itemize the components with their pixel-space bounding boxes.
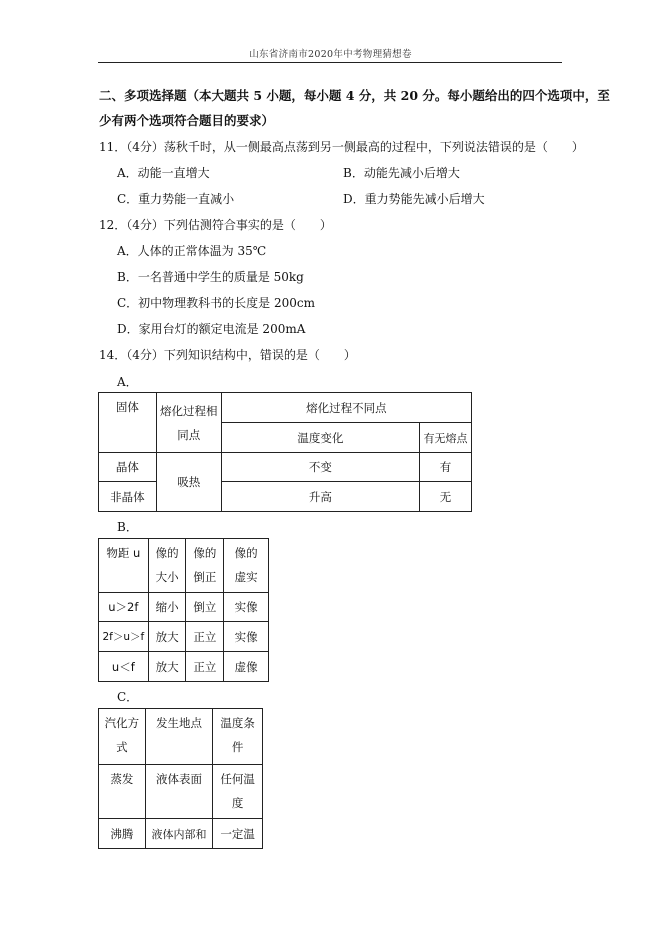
- q11-option-b: B．动能先减小后增大: [343, 166, 460, 180]
- table-b-cell: 2f＞u＞f: [99, 622, 149, 652]
- table-a-noncrystal: 非晶体: [99, 482, 157, 512]
- table-b-header-distance: 物距 u: [99, 539, 149, 593]
- table-c-cell: 一定温: [213, 819, 263, 849]
- table-c-header-temperature: 温度条 件: [213, 709, 263, 765]
- table-row: [99, 593, 269, 622]
- table-c-cell: 任何温 度: [213, 765, 263, 819]
- section-heading-line2: 少有两个选项符合题目的要求）: [99, 113, 275, 128]
- table-b-cell: 放大: [148, 652, 186, 682]
- table-c-vaporization: [98, 708, 263, 849]
- table-a-noncrystal-temp: 升高: [221, 482, 419, 512]
- table-c-header-location: 发生地点: [145, 709, 213, 765]
- table-b-cell: u＜f: [99, 652, 149, 682]
- q12-option-b: B．一名普通中学生的质量是 50kg: [117, 270, 304, 284]
- table-c-cell: 蒸发: [99, 765, 146, 819]
- table-c-cell: 液体内部和: [145, 819, 213, 849]
- table-b-cell: 实像: [224, 593, 269, 622]
- table-b-cell: 正立: [186, 622, 224, 652]
- table-a-header-solid: 固体: [99, 393, 157, 453]
- table-b-lens: [98, 538, 269, 682]
- table-c-cell: 沸腾: [99, 819, 146, 849]
- q11-option-c: C．重力势能一直减小: [117, 192, 235, 206]
- table-b-cell: u＞2f: [99, 593, 149, 622]
- table-b-cell: 正立: [186, 652, 224, 682]
- q11-option-d: D．重力势能先减小后增大: [343, 192, 485, 206]
- q14-label-c: C．: [117, 690, 139, 704]
- section-heading-line1: 二、多项选择题（本大题共 5 小题，每小题 4 分，共 20 分。每小题给出的四个选项中，至: [99, 88, 610, 103]
- header-divider: [98, 62, 562, 63]
- table-b-cell: 实像: [224, 622, 269, 652]
- page-header: 山东省济南市2020年中考物理猜想卷: [249, 49, 412, 60]
- q14-stem: 14．（4分）下列知识结构中，错误的是（ ）: [99, 348, 356, 362]
- table-a-crystal-mp: 有: [420, 453, 472, 482]
- q12-option-d: D．家用台灯的额定电流是 200mA: [117, 322, 306, 336]
- table-row: [99, 622, 269, 652]
- table-row: [99, 652, 269, 682]
- table-c-cell: 液体表面: [145, 765, 213, 819]
- table-b-cell: 放大: [148, 622, 186, 652]
- table-a-crystal-temp: 不变: [221, 453, 419, 482]
- table-b-header-real-virtual: 像的 虚实: [224, 539, 269, 593]
- table-a-absorb-heat: 吸热: [156, 453, 221, 512]
- q11-stem: 11．（4分）荡秋千时，从一侧最高点荡到另一侧最高的过程中，下列说法错误的是（ ）: [99, 140, 584, 154]
- q12-option-a: A．人体的正常体温为 35℃: [117, 244, 267, 258]
- table-b-header-size: 像的 大小: [148, 539, 186, 593]
- table-a-header-different: 熔化过程不同点: [221, 393, 471, 423]
- table-c-header-method: 汽化方 式: [99, 709, 146, 765]
- table-a-header-melting-point: 有无熔点: [420, 423, 472, 453]
- table-b-cell: 缩小: [148, 593, 186, 622]
- q12-option-c: C．初中物理教科书的长度是 200cm: [117, 296, 316, 310]
- table-row: [99, 819, 263, 849]
- table-a-header-same: 熔化过程相 同点: [156, 393, 221, 453]
- table-row: [99, 765, 263, 819]
- table-a-melting: [98, 392, 472, 512]
- q12-stem: 12．（4分）下列估测符合事实的是（ ）: [99, 218, 332, 232]
- q14-label-b: B．: [117, 520, 138, 534]
- table-b-header-orientation: 像的 倒正: [186, 539, 224, 593]
- table-b-cell: 虚像: [224, 652, 269, 682]
- table-a-header-temperature: 温度变化: [221, 423, 419, 453]
- q14-label-a: A．: [117, 375, 138, 389]
- q11-option-a: A．动能一直增大: [117, 166, 210, 180]
- table-a-crystal: 晶体: [99, 453, 157, 482]
- table-b-cell: 倒立: [186, 593, 224, 622]
- table-a-noncrystal-mp: 无: [420, 482, 472, 512]
